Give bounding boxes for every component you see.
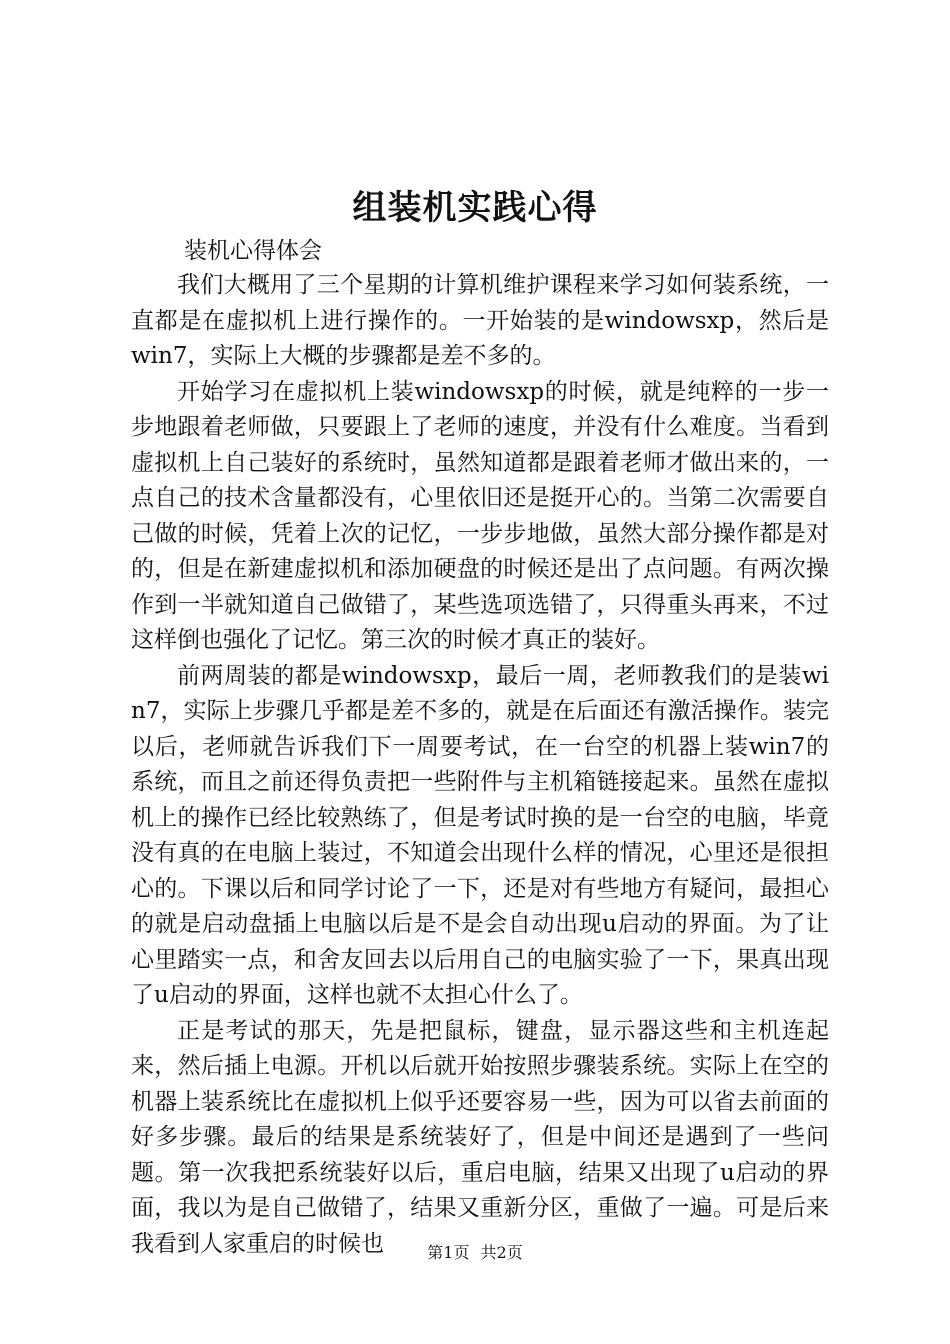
page-total: 共2页 <box>480 1243 523 1262</box>
page-number: 第1页 <box>427 1243 470 1262</box>
document-body <box>131 268 829 1262</box>
document-subtitle: 装机心得体会 <box>184 238 322 264</box>
paragraph: 前两周装的都是windowsxp，最后一周，老师教我们的是装win7，实际上步骤几乎都是差不多的，就是在后面还有激活操作。装完以后，老师就告诉我们下一周要考试，在一台空的机器上装win7的系统，而且之前还得负责把一些附件与主机箱链接起来。虽然在虚拟机上的操作已经比较熟练了，但是考试时换的是一台空的电脑，毕竟没有真的在电脑上装过，不知道会出现什么样的情况，心里还是很担心的。下课以后和同学讨论了一下，还是对有些地方有疑问，最担心的就是启动盘插上电脑以后是不是会自动出现u启动的界面。为了让心里踏实一点，和舍友回去以后用自己的电脑实验了一下，果真出现了u启动的界面，这样也就不太担心什么了。 <box>131 662 829 1008</box>
paragraph: 我们大概用了三个星期的计算机维护课程来学习如何装系统，一直都是在虚拟机上进行操作的。一开始装的是windowsxp，然后是win7，实际上大概的步骤都是差不多的。 <box>131 272 829 369</box>
paragraph: 开始学习在虚拟机上装windowsxp的时候，就是纯粹的一步一步地跟着老师做，只要跟上了老师的速度，并没有什么难度。当看到虚拟机上自己装好的系统时，虽然知道都是跟着老师才做出来的，一点自己的技术含量都没有，心里依旧还是挺开心的。当第二次需要自己做的时候，凭着上次的记忆，一步步地做，虽然大部分操作都是对的，但是在新建虚拟机和添加硬盘的时候还是出了点问题。有两次操作到一半就知道自己做错了，某些选项选错了，只得重头再来，不过这样倒也强化了记忆。第三次的时候才真正的装好。 <box>131 378 829 653</box>
page-footer <box>0 1242 950 1264</box>
paragraph: 正是考试的那天，先是把鼠标，键盘，显示器这些和主机连起来，然后插上电源。开机以后就开始按照步骤装系统。实际上在空的机器上装系统比在虚拟机上似乎还要容易一些，因为可以省去前面的好多步骤。最后的结果是系统装好了，但是中间还是遇到了一些问题。第一次我把系统装好以后，重启电脑，结果又出现了u启动的界面，我以为是自己做错了，结果又重新分区，重做了一遍。可是后来我看到人家重启的时候也 <box>131 1017 829 1257</box>
page-title: 组装机实践心得 <box>352 188 598 228</box>
